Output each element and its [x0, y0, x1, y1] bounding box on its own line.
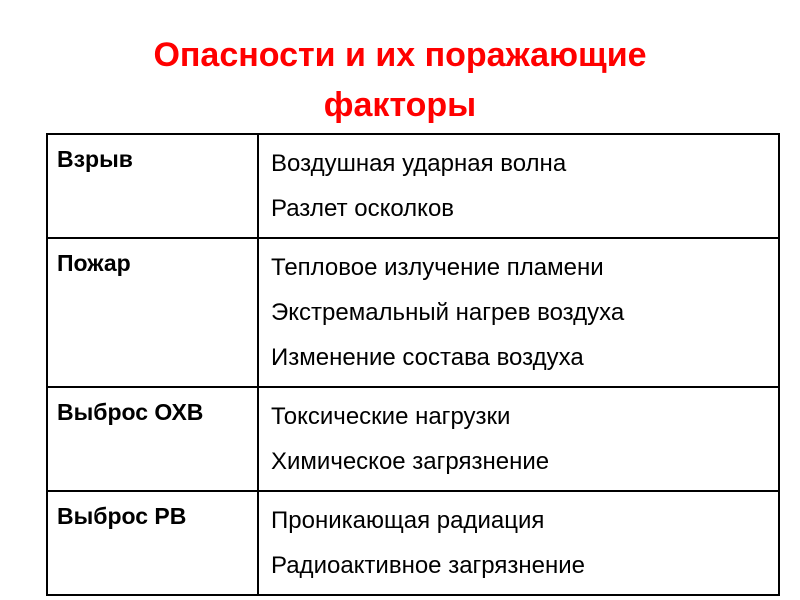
factors-cell: [258, 134, 779, 238]
factor-item: Радиоактивное загрязнение: [271, 552, 585, 579]
hazard-cell: Взрыв: [47, 134, 258, 238]
factor-item: Воздушная ударная волна: [271, 150, 567, 177]
table-row: [47, 387, 779, 491]
slide-title-line-2: факторы: [323, 86, 477, 124]
factors-cell: [258, 491, 779, 595]
table-row: [47, 238, 779, 387]
factor-item: Химическое загрязнение: [271, 448, 550, 475]
factor-item: Токсические нагрузки: [271, 403, 511, 430]
factor-item: Тепловое излучение пламени: [271, 254, 604, 281]
factor-item: Проникающая радиация: [271, 507, 545, 534]
hazard-cell: Пожар: [47, 238, 258, 387]
hazards-table: [46, 133, 780, 596]
factor-item: Экстремальный нагрев воздуха: [271, 299, 625, 326]
slide-title: [0, 30, 800, 130]
hazard-cell: Выброс РВ: [47, 491, 258, 595]
factors-cell: [258, 238, 779, 387]
table-row: [47, 491, 779, 595]
slide-title-line-1: Опасности и их поражающие: [153, 36, 647, 74]
factor-item: Изменение состава воздуха: [271, 344, 584, 371]
hazard-cell: Выброс ОХВ: [47, 387, 258, 491]
factor-item: Разлет осколков: [271, 195, 455, 222]
table-row: [47, 134, 779, 238]
factors-cell: [258, 387, 779, 491]
